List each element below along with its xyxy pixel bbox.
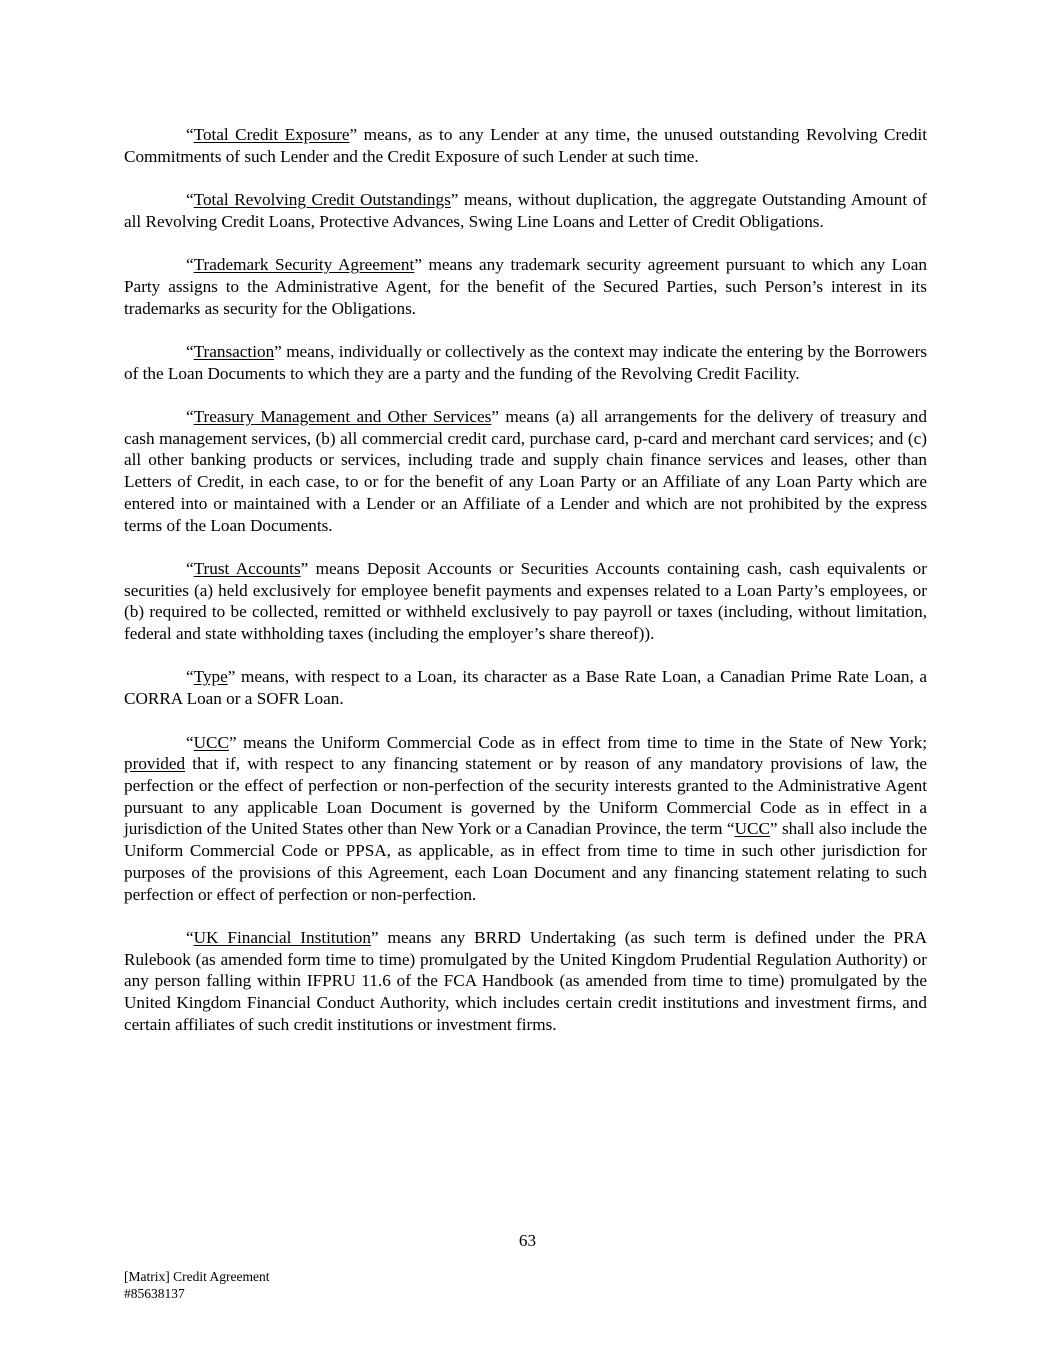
definition-text: ” means, individually or collectively as the context may indicate the entering by the Borrowers of the Loan Documents to which they are a party and the funding of the Revolving Credit Facility. (124, 341, 927, 383)
defined-term: Treasury Management and Other Services (193, 407, 492, 427)
definitions-body (124, 124, 927, 1057)
definition-text: ” means any BRRD Undertaking (as such term is defined under the PRA Rulebook (as amended form time to time) promulgated by the United Kingdom Prudential Regulation Authority) or any person falling within IFPRU 11.6 of the FCA Handbook (as amended from time to time) promulgated by the United Kingdom Financial Conduct Authority, which includes certain credit institutions and investment firms, and certain affiliates of such credit institutions or investment firms. (124, 927, 927, 1034)
footer-doc-id: #85638137 (124, 1286, 185, 1301)
definition-trademark-security-agreement: “Trademark Security Agreement” means any trademark security agreement pursuant to which any Loan Party assigns to the Administrative Agent, for the benefit of the Secured Parties, such Person’s interest in its trademarks as security for the Obligations. (124, 255, 927, 318)
definition-text: ” means the Uniform Commercial Code as in effect from time to time in the State of New York; (228, 732, 927, 752)
definition-total-credit-exposure: “Total Credit Exposure” means, as to any Lender at any time, the unused outstanding Revolving Credit Commitments of such Lender and the Credit Exposure of such Lender at such time. (124, 125, 927, 166)
definition-uk-financial-institution: “UK Financial Institution” means any BRRD Undertaking (as such term is defined under the PRA Rulebook (as amended form time to time) promulgated by the United Kingdom Prudential Regulation Authority) or any person falling within IFPRU 11.6 of the FCA Handbook (as amended from time to time) promulgated by the United Kingdom Financial Conduct Authority, which includes certain credit institutions and investment firms, and certain affiliates of such credit institutions or investment firms. (124, 927, 927, 1034)
defined-term: Type (193, 667, 228, 687)
definition-text: ” means, as to any Lender at any time, the unused outstanding Revolving Credit Commitments of such Lender and the Credit Exposure of such Lender at such time. (124, 125, 927, 166)
definition-text: ” means, without duplication, the aggregate Outstanding Amount of all Revolving Credit Loans, Protective Advances, Swing Line Loans and Letter of Credit Obligations. (124, 190, 928, 231)
defined-term: Transaction (193, 341, 275, 361)
definition-text: ” means, with respect to a Loan, its character as a Base Rate Loan, a Canadian Prime Rate Loan, a CORRA Loan or a SOFR Loan. (124, 667, 927, 709)
defined-term: Total Revolving Credit Outstandings (193, 190, 451, 210)
definition-treasury-management: “Treasury Management and Other Services” means (a) all arrangements for the delivery of treasury and cash management services, (b) all commercial credit card, purchase card, p-card and merchant card services; and (c) all other banking products or services, including trade and supply chain finance services and leases, other than Letters of Credit, in each case, to or for the benefit of any Loan Party or an Affiliate of any Loan Party which are entered into or maintained with a Lender or an Affiliate of a Lender and which are not prohibited by the express terms of the Loan Documents. (124, 407, 927, 535)
defined-term: UCC (734, 819, 770, 839)
definition-ucc: “UCC” means the Uniform Commercial Code as in effect from time to time in the State of New York; provided that if, with respect to any financing statement or by reason of any mandatory provisions of law, the perfection or the effect of perfection or non-perfection of the security interests granted to the Administrative Agent pursuant to any applicable Loan Document is governed by the Uniform Commercial Code as in effect in a jurisdiction of the United States other than New York or a Canadian Province, the term “UCC” shall also include the Uniform Commercial Code or PPSA, as applicable, as in effect from time to time in such other jurisdiction for purposes of the provisions of this Agreement, each Loan Document and any financing statement relating to such perfection or effect of perfection or non-perfection. (124, 732, 927, 904)
definition-text: ” means (a) all arrangements for the delivery of treasury and cash management services, (b) all commercial credit card, purchase card, p-card and merchant card services; and (c) all other banking products or services, including trade and supply chain finance services and leases, other than Letters of Credit, in each case, to or for the benefit of any Loan Party or an Affiliate of any Loan Party which are entered into or maintained with a Lender or an Affiliate of a Lender and which are not prohibited by the express terms of the Loan Documents. (124, 407, 927, 535)
definition-text: ” means Deposit Accounts or Securities Accounts containing cash, cash equivalents or securities (a) held exclusively for employee benefit payments and expenses related to a Loan Party’s employees, or (b) required to be collected, remitted or withheld exclusively to pay payroll or taxes (including, without limitation, federal and state withholding taxes (including the employer’s share thereof)). (124, 558, 927, 644)
defined-term: Trademark Security Agreement (193, 255, 415, 275)
document-footer (124, 1268, 269, 1302)
defined-term: UCC (193, 732, 229, 752)
definition-text: that if, with respect to any financing statement or by reason of any mandatory provisions of law, the perfection or the effect of perfection or non-perfection of the security interests granted to the Administrative Agent pursuant to any applicable Loan Document is governed by the Uniform Commercial Code as in effect in a jurisdiction of the United States other than New York or a Canadian Province, the term “ (124, 754, 927, 839)
definition-text: ” shall also include the Uniform Commercial Code or PPSA, as applicable, as in effect from time to time in such other jurisdiction for purposes of the provisions of this Agreement, each Loan Document and any financing statement relating to such perfection or effect of perfection or non-perfection. (124, 819, 927, 904)
definition-type: “Type” means, with respect to a Loan, its character as a Base Rate Loan, a Canadian Prime Rate Loan, a CORRA Loan or a SOFR Loan. (124, 667, 927, 709)
definition-transaction: “Transaction” means, individually or collectively as the context may indicate the entering by the Borrowers of the Loan Documents to which they are a party and the funding of the Revolving Credit Facility. (124, 341, 927, 383)
footer-title: [Matrix] Credit Agreement (124, 1269, 270, 1284)
page-number: 63 (518, 1231, 537, 1250)
defined-term: Total Credit Exposure (193, 125, 350, 144)
definition-text: ” means any trademark security agreement pursuant to which any Loan Party assigns to the Administrative Agent, for the benefit of the Secured Parties, such Person’s interest in its trademarks as security for the Obligations. (124, 255, 927, 318)
definition-total-revolving-credit-outstandings: “Total Revolving Credit Outstandings” means, without duplication, the aggregate Outstanding Amount of all Revolving Credit Loans, Protective Advances, Swing Line Loans and Letter of Credit Obligations. (124, 190, 928, 231)
defined-term: Trust Accounts (193, 558, 301, 578)
definition-trust-accounts: “Trust Accounts” means Deposit Accounts or Securities Accounts containing cash, cash equivalents or securities (a) held exclusively for employee benefit payments and expenses related to a Loan Party’s employees, or (b) required to be collected, remitted or withheld exclusively to pay payroll or taxes (including, without limitation, federal and state withholding taxes (including the employer’s share thereof)). (124, 558, 927, 644)
proviso-term: provided (124, 754, 186, 774)
defined-term: UK Financial Institution (193, 927, 371, 947)
